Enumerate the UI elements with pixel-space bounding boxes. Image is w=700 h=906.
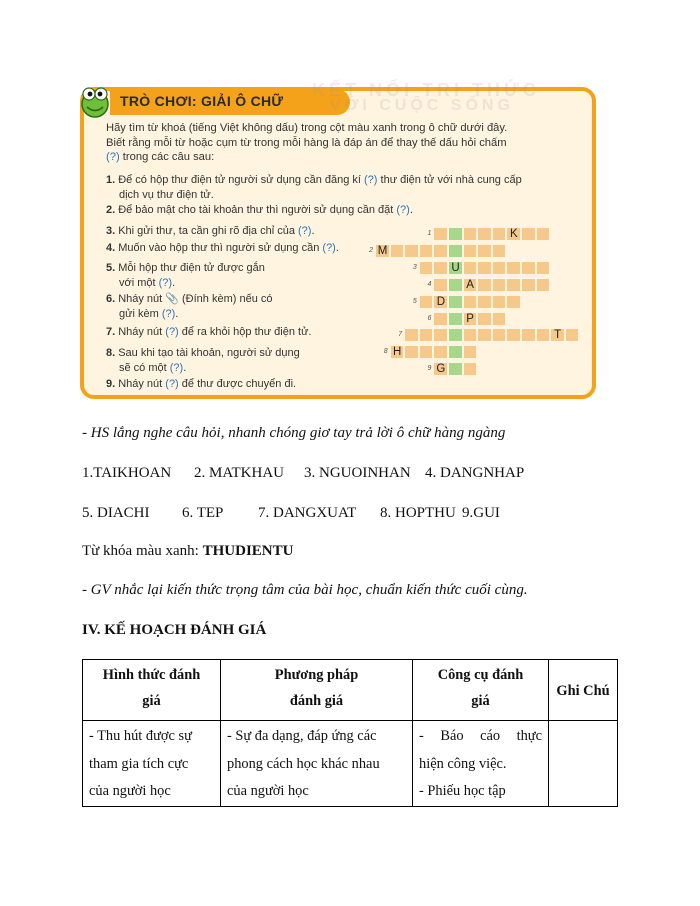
answer-3: 3. NGUOINHAN (304, 465, 411, 481)
crossword-cell (536, 328, 551, 342)
crossword-cell (477, 278, 492, 292)
crossword-cell (521, 278, 536, 292)
crossword-cell (477, 328, 492, 342)
crossword-cell (404, 345, 419, 359)
keyword-line (82, 543, 293, 560)
table-cell: - Báo cáo thực hiện công việc. - Phiếu học tập (413, 721, 549, 807)
crossword-cell (492, 328, 507, 342)
header-cell-tool: Công cụ đánh giá (413, 660, 549, 721)
table-row (83, 721, 618, 807)
answer-4: 4. DANGNHAP (425, 465, 525, 481)
clue-number: 3. (106, 225, 116, 237)
question-mark: (?) (161, 307, 176, 320)
crossword-key-cell (448, 295, 463, 309)
crossword-cell (463, 328, 478, 342)
table-cell: - Thu hút được sự tham gia tích cực của người học (83, 721, 221, 807)
clue-number: 9. (106, 378, 116, 390)
crossword-cell (419, 328, 434, 342)
crossword-cell (492, 261, 507, 275)
hs-instruction: - HS lắng nghe câu hỏi, nhanh chóng giơ tay trả lời ô chữ hàng ngàng (82, 425, 506, 441)
crossword-cell (492, 278, 507, 292)
answer-2: 2. MATKHAU (194, 465, 284, 481)
clue-number: 8. (106, 347, 116, 359)
crossword-cell (506, 261, 521, 275)
crossword-row-number: 7 (398, 331, 403, 339)
crossword-cell (463, 362, 478, 376)
crossword-cell (463, 244, 478, 258)
crossword-cell (492, 244, 507, 258)
crossword-row-number: 4 (427, 280, 432, 288)
answers-row-2 (82, 505, 500, 522)
crossword-cell (492, 227, 507, 241)
crossword-cell (463, 295, 478, 309)
crossword-row-number: 1 (427, 230, 432, 237)
crossword-cell (521, 261, 536, 275)
question-mark: (?) (396, 204, 410, 216)
crossword-cell (463, 345, 478, 359)
clue-number: 1. (106, 174, 116, 186)
answer-7: 7. DANGXUAT (258, 505, 357, 521)
crossword-letter: T (554, 329, 562, 342)
answer-9: 9.GUI (462, 505, 500, 521)
answer-5: 5. DIACHI (82, 505, 150, 521)
crossword-cell (433, 261, 448, 275)
crossword-letter: U (451, 261, 460, 274)
watermark-2: VỚI CUỘC SỐNG (330, 97, 514, 114)
frog-mascot-icon (78, 85, 112, 119)
crossword-key-cell (448, 278, 463, 292)
crossword-cell (506, 278, 521, 292)
crossword-row-number: 9 (427, 365, 432, 373)
crossword-cell (477, 261, 492, 275)
crossword-cell (433, 328, 448, 342)
crossword-cell (521, 328, 536, 342)
table-header-row (83, 660, 618, 721)
clue-item: 2. Để bảo mật cho tài khoản thư thì người sử dụng cần đặt (?). (106, 204, 413, 216)
crossword-cell (463, 227, 478, 241)
crossword-cell (521, 227, 536, 241)
crossword-cell (433, 244, 448, 258)
question-mark: (?) (158, 276, 173, 289)
question-mark: (?) (169, 361, 184, 374)
crossword-key-cell (448, 227, 463, 241)
crossword-cell (463, 261, 478, 275)
crossword-letter: G (436, 363, 446, 376)
clue-number: 2. (106, 204, 116, 216)
keyword-value: THUDIENTU (202, 543, 294, 559)
crossword-cell (565, 328, 580, 342)
crossword-cell (419, 244, 434, 258)
crossword-cell (477, 227, 492, 241)
clue-item: 8. Sau khi tạo tài khoản, người sử dụng sẽ có một (?). (106, 347, 300, 374)
header-cell-note: Ghi Chú (549, 660, 618, 721)
table-cell: - Sự đa dạng, đáp ứng các phong cách học khác nhau của người học (221, 721, 413, 807)
evaluation-table (82, 659, 618, 807)
crossword-key-cell (448, 312, 463, 326)
crossword-letter: P (466, 312, 474, 325)
crossword-game-card (80, 80, 596, 399)
intro-line-1: Hãy tìm từ khoá (tiếng Việt không dấu) trong cột màu xanh trong ô chữ dưới đây. (106, 122, 508, 134)
clue-item: 4. Muốn vào hộp thư thì người sử dụng cần (?). (106, 242, 339, 254)
crossword-key-cell (448, 362, 463, 376)
clue-item: 3. Khi gửi thư, ta cần ghi rõ địa chỉ của (?). (106, 225, 315, 237)
crossword-row-number: 3 (412, 263, 417, 271)
crossword-row-number: 2 (369, 246, 373, 254)
question-mark: (?) (298, 225, 312, 237)
crossword-cell (404, 244, 419, 258)
crossword-cell (477, 295, 492, 309)
clue-number: 6. (106, 293, 116, 305)
crossword-cell (433, 278, 448, 292)
answer-1: 1.TAIKHOAN (82, 465, 172, 481)
crossword-row-number: 5 (412, 297, 417, 305)
crossword-cell (477, 312, 492, 326)
crossword-letter: H (392, 346, 402, 359)
crossword-cell (536, 227, 551, 241)
watermark: KẾT NỐI TRI THỨC (312, 80, 540, 100)
crossword-cell (419, 295, 434, 309)
header-cell-form: Hình thức đánh giá (83, 660, 221, 721)
clue-item: 7. Nháy nút (?) để ra khỏi hộp thư điện tử. (106, 326, 312, 338)
crossword-row-number: 6 (427, 314, 432, 322)
crossword-cell (390, 244, 405, 258)
clue-item: 5. Mỗi hộp thư điện tử được gắn với một (?). (106, 262, 265, 289)
question-mark: (?) (322, 242, 336, 254)
crossword-cell (419, 345, 434, 359)
answers-row-1 (82, 465, 524, 482)
section-heading: IV. KẾ HOẠCH ĐÁNH GIÁ (82, 622, 267, 638)
crossword-cell (492, 295, 507, 309)
crossword-key-cell (448, 328, 463, 342)
crossword-cell (506, 328, 521, 342)
table-cell-empty (549, 721, 618, 807)
crossword-cell (506, 295, 521, 309)
question-mark: (?) (165, 326, 179, 338)
game-intro (106, 121, 590, 165)
game-title: TRÒ CHƠI: GIẢI Ô CHỮ (120, 93, 284, 109)
crossword-cell (433, 345, 448, 359)
crossword-cell (492, 312, 507, 326)
crossword-cell (433, 227, 448, 241)
crossword-row-number: 8 (383, 348, 388, 356)
crossword-cell (536, 261, 551, 275)
gv-instruction: - GV nhắc lại kiến thức trọng tâm của bài học, chuẩn kiến thức cuối cùng. (82, 582, 528, 598)
clue-item: 6. Nháy nút 📎 (Đính kèm) nếu có gửi kèm (?). (106, 293, 273, 320)
crossword-letter: D (436, 295, 446, 308)
answer-6: 6. TEP (182, 505, 224, 521)
crossword-cell (477, 244, 492, 258)
crossword-letter: A (466, 278, 474, 291)
intro-line-2: Biết rằng mỗi từ hoặc cụm từ trong mỗi hàng là đáp án để thay thế dấu hỏi chấm (106, 136, 507, 149)
crossword-letter: K (510, 228, 518, 240)
question-mark: (?) (106, 151, 120, 164)
crossword-cell (536, 278, 551, 292)
clue-item: 1. Để có hộp thư điện tử người sử dụng cần đăng kí (?) thư điện tử với nhà cung cấp dịch vụ thư điện tử. (106, 174, 522, 201)
intro-line-3: (?) trong các câu sau: (106, 151, 215, 164)
header-cell-method: Phương pháp đánh giá (221, 660, 413, 721)
keyword-label: Từ khóa màu xanh: (82, 543, 203, 559)
clue-number: 4. (106, 242, 116, 254)
question-mark: (?) (364, 174, 378, 186)
crossword-cell (433, 312, 448, 326)
question-mark: (?) (165, 378, 179, 390)
crossword-key-cell (448, 345, 463, 359)
crossword-cell (419, 261, 434, 275)
crossword-key-cell (448, 244, 463, 258)
crossword-letter: M (377, 244, 388, 257)
clue-number: 7. (106, 326, 116, 338)
crossword-cell (404, 328, 419, 342)
clue-number: 5. (106, 262, 116, 274)
answer-8: 8. HOPTHU (380, 505, 456, 521)
clue-item: 9. Nháy nút (?) để thư được chuyển đi. (106, 378, 297, 390)
